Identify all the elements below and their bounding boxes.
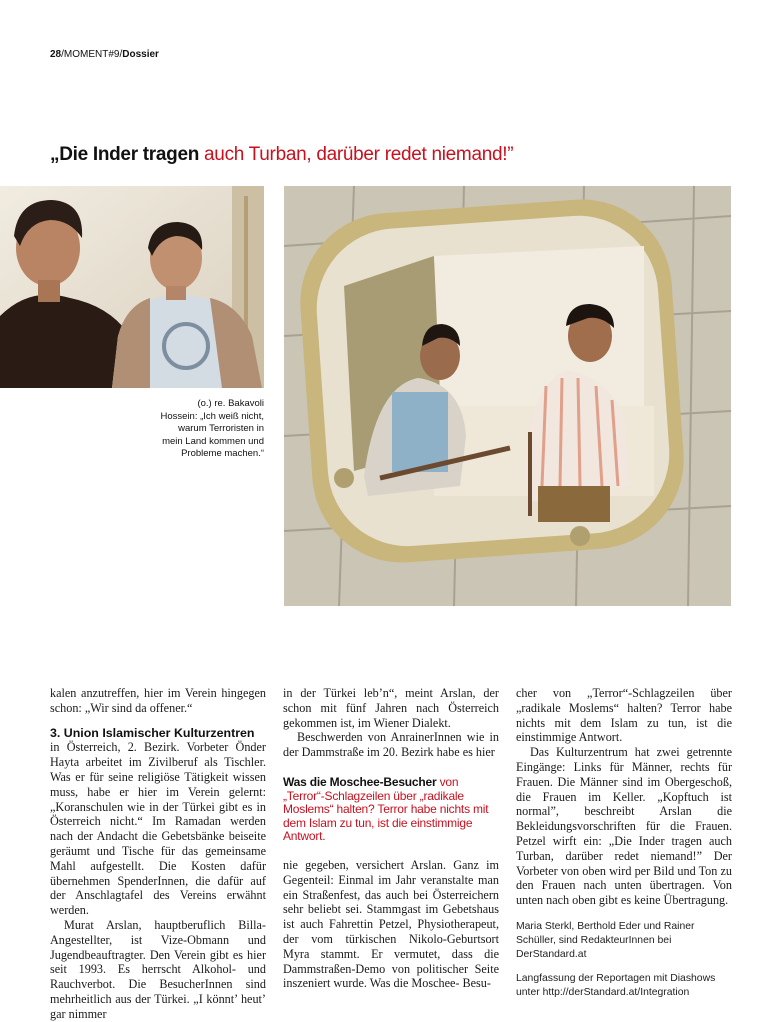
paragraph: in Österreich, 2. Bezirk. Vorbeter Önder Hayta arbeitet im Zivilberuf als Tischler. Was er für seine religiöse Tätigkeit wissen muss, habe er hier im Verein gelernt: „Koranschulen wie in der Türkei gibt es in Österreich nicht.“ Im Ramadan werden nach der Andacht die Gebetsbänke beiseite geräumt und Tische für das gemeinsame Mahl aufgestellt. Die Kosten dafür übernehmen SpenderInnen, die dafür auf der Anschlagtafel des Vereins erwähnt werden. [50, 740, 266, 918]
paragraph: nie gegeben, versichert Arslan. Ganz im Gegenteil: Einmal im Jahr veranstalte man ein Straßenfest, das auch bei Österreichern sehr beliebt sei. Stammgast im Gebetshaus ist auch Fahrettin Petzel, Physiotherapeut, der vom türkischen Nikolo-Geburtsort Myra stammt. Er vermutet, dass die Dammstraßen-Demo von politischer Seite inszeniert wurde. Was die Moschee- Besu- [283, 857, 499, 991]
page-number: 28 [50, 49, 62, 60]
paragraph: cher von „Terror“-Schlagzeilen über „radikale Moslems“ halten? Terror habe nichts mit dem Islam zu tun, ist die einstimmige Antwort. [516, 686, 732, 745]
paragraph: Das Kulturzentrum hat zwei getrennte Eingänge: Links für Männer, rechts für Frauen. Die Männer sind im Obergeschoß, die Frauen im Keller. „Kopftuch ist normal”, beschreibt Arslan die Bekleidungsvorschriften für die Frauen. Petzel wirft ein: „Die Inder tragen auch Turban, darüber redet niemand!” Der Vorbeter von oben wird per Bild und Ton zu den Frauen nach unten übertragen. Von unten nach oben gibt es keine Übertragung. [516, 745, 732, 908]
paragraph: Murat Arslan, hauptberuflich Billa-Angestellter, ist Vize-Obmann und Jugendbeauftragter. Den Verein gibt es hier seit 1993. Es herrscht Alkohol- und Rauchverbot. Die BesucherInnen sind mehrheitlich aus der Türkei. „I könnt’ heut’ gar nimmer [50, 917, 266, 1021]
article-headline [50, 144, 730, 166]
paragraph: in der Türkei leb’n“, meint Arslan, der schon mit fünf Jahren nach Österreich gekommen ist, im Wiener Dialekt. [283, 686, 499, 730]
section-label: Dossier [122, 49, 159, 60]
running-head [50, 49, 159, 60]
section-subhead: 3. Union Islamischer Kulturzentren [50, 725, 255, 740]
text-column-2 [283, 686, 499, 991]
pull-quote-red: von „Terror“-Schlagzeilen über „radikale Moslems“ halten? Terror habe nichts mit dem Islam zu tun, ist die einstimmige Antwort. [283, 774, 489, 844]
paragraph: kalen anzutreffen, hier im Verein hingegen schon: „Wir sind da offener.“ [50, 686, 266, 715]
headline-red: auch Turban, darüber redet niemand!” [204, 144, 514, 165]
text-column-1 [50, 686, 266, 1022]
photo-caption: (o.) re. Bakavoli Hossein: „Ich weiß nicht, warum Terroristen in mein Land kommen und Probleme machen.“ [160, 398, 264, 459]
credits-note: Langfassung der Reportagen mit Diashows unter http://derStandard.at/Integration [516, 972, 716, 998]
issue-label: /MOMENT#9/ [61, 49, 123, 60]
photo-mirror-reflection [284, 186, 731, 606]
paragraph: Beschwerden von AnrainerInnen wie in der Dammstraße im 20. Bezirk habe es hier [283, 730, 499, 760]
pull-quote [283, 776, 499, 844]
headline-bold: „Die Inder tragen [50, 144, 200, 165]
pull-quote-bold: Was die Moschee-Besucher [283, 774, 437, 789]
text-column-3 [516, 686, 732, 1000]
author-credits [516, 920, 732, 1000]
photo-two-men [0, 186, 264, 388]
credits-authors: Maria Sterkl, Berthold Eder und Rainer Schüller, sind RedakteurInnen bei DerStandard.at [516, 920, 695, 960]
